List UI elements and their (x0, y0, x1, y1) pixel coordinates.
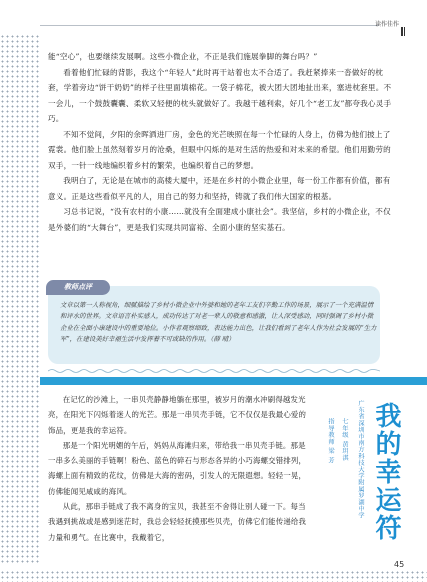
essay-school: 广东省深圳市南方科技大学附属罗湖中学 (357, 400, 364, 519)
teacher-review-box (48, 283, 380, 364)
teacher-review-text: 文章以第一人称视角，细腻描绘了乡村小微企业中外婆和她的老年工友们辛勤工作的场景，展示了一个充满温情和评水的世界。文章语言朴实感人，成功传达了对老一辈人的敬意和感激，让人深受感动，同时强调了乡村小微企业在全面小康建设中的重要地位。小作者观察细致，表达能力出色，让我们看到了老年人作为社会发展的“生力军”，在建设美好幸福生活中发挥着不可或缺的作用。（薛 晴） (60, 301, 377, 344)
article-paragraph: 习总书记说，“没有农村的小康……就没有全面建成小康社会”。我坚信，乡村的小微企业，不仅是外婆们的“大舞台”，更是我们实现共同富裕、全面小康的坚实基石。 (48, 207, 391, 232)
essay-teacher: 指导教师 梁 芳 (327, 418, 334, 464)
article-paragraph: 我明白了，无论是在城市的高楼大厦中，还是在乡村的小微企业里，每一份工作都有价值，都有意义。正是这些看似平凡的人，用自己的努力和坚持，铸就了我们伟大国家的根基。 (48, 176, 391, 201)
wavy-divider (48, 368, 380, 374)
header-rule (40, 25, 379, 26)
section-label: 读作佳作 (374, 21, 399, 28)
page-number: 45 (394, 560, 405, 569)
dotted-margin-strip (0, 34, 40, 564)
essay-student: 七年级 黄玥淇 (341, 418, 348, 462)
article-paragraph: 能“空心”，也要继续发展啊。这些小微企业，不正是我们施展拳脚的舞台吗？” (48, 52, 318, 61)
article-body (48, 49, 398, 235)
article-paragraph: 不知不觉间，夕阳的余晖洒进厂房，金色的光芒映照在每一个忙碌的人身上，仿佛为他们披上了霓裳。他们脸上虽然刻着岁月的沧桑，但眼中闪烁的是对生活的热爱和对未来的希望。他们用勤劳的双手，一针一线地编织着乡村的繁荣，也编织着自己的梦想。 (48, 129, 391, 170)
article-paragraph: 看着他们忙碌的背影，我这个“年轻人”此时再干站着也太不合适了。我赶紧捧来一沓做好的枕套，学着旁边“饼干奶奶”的样子往里面填棉花。一袋子棉花，被大团大团地扯出来，塞进枕套里。不一会儿，一个鼓鼓囊囊、柔软又轻便的枕头就做好了。我越干越利索，好几个“老工友”都夸我心灵手巧。 (48, 67, 392, 123)
essay-title: 我的幸运符 (371, 402, 401, 542)
essay-paragraph: 那是一个阳光明媚的午后，妈妈从海滩归来，带给我一串贝壳手链。那是一串多么美丽的手链啊！粉色、蓝色的碎石与形态各异的小巧海螺交错排列，海螺上面有精致的花纹，仿佛是大海的密码，引发人的无限遐想。轻轻一晃，仿佛能闻见咸咸的海风。 (48, 440, 307, 496)
essay-body (48, 392, 313, 545)
essay-paragraph: 在记忆的沙滩上，一串贝壳静静地躺在那里，被岁月的潮水冲刷得越发光亮，在阳光下闪烁着迷人的光芒。那是一串贝壳手链，它不仅仅是我最心爱的饰品，更是我的幸运符。 (48, 395, 307, 435)
section-band (40, 377, 427, 385)
essay-paragraph: 从此，那串手链成了我不离身的宝贝，我甚至不舍得让别人碰一下。每当我遇到挑战或是感到迷茫时，我总会轻轻抚摸那些贝壳，仿佛它们能传递给我力量和勇气。在比赛中，我戴着它， (48, 502, 307, 542)
header-bars-icon (401, 21, 407, 30)
dotted-footer-strip (0, 570, 427, 582)
teacher-review-label: 教师点评 (46, 280, 110, 295)
